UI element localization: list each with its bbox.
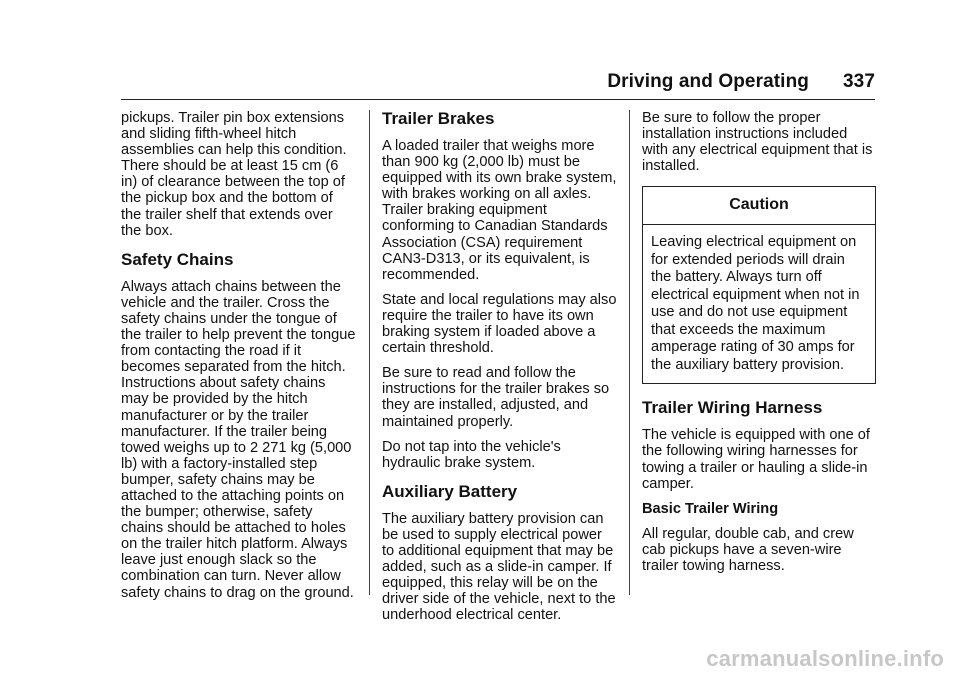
- page-header: [0, 71, 875, 93]
- section-heading: Auxiliary Battery: [382, 481, 518, 501]
- paragraph: pickups. Trailer pin box extensions and sliding fifth-wheel hitch assemblies can help this condition. There should be at least 15 cm (6 in) of clearance between the top of the pickup box and the bottom of the trailer shelf that extends over the box.: [121, 110, 347, 239]
- paragraph: Be sure to follow the proper installation instructions included with any electrical equipment that is installed.: [642, 110, 873, 175]
- paragraph: State and local regulations may also require the trailer to have its own braking system if loaded above a certain threshold.: [382, 291, 617, 357]
- caution-box: [642, 186, 876, 384]
- section-heading: Safety Chains: [121, 249, 234, 269]
- column-middle: [382, 110, 618, 632]
- section-heading: Trailer Brakes: [382, 109, 495, 128]
- subheading: Basic Trailer Wiring: [642, 500, 779, 517]
- paragraph: All regular, double cab, and crew cab pickups have a seven-wire trailer towing harness.: [642, 525, 854, 575]
- section-heading: Trailer Wiring Harness: [642, 398, 823, 418]
- paragraph: Do not tap into the vehicle's hydraulic brake system.: [382, 438, 561, 471]
- column-left: [121, 110, 357, 610]
- column-divider: [369, 110, 370, 595]
- paragraph: A loaded trailer that weighs more than 900 kg (2,000 lb) must be equipped with its own brake system, with brakes working on all axles. Trailer braking equipment conforming to Canadian Standards Association (CSA) requirement CAN3-D313, or its equivalent, is recommended.: [382, 138, 617, 283]
- caution-text: Leaving electrical equipment on for extended periods will drain the battery. Always turn off electrical equipment when not in use and do not use equipment that exceeds the maximum amperage rating of 30 amps for the auxiliary battery provision.: [651, 234, 860, 373]
- paragraph: Always attach chains between the vehicle and the trailer. Cross the safety chains under the tongue of the trailer to help prevent the tongue from contacting the road if it becomes separated from the hitch. Instructions about safety chains may be provided by the hitch manufacturer or by the trailer manufacturer. If the trailer being towed weighs up to 2 271 kg (5,000 lb) with a factory-installed step bumper, safety chains may be attached to the attaching points on the bumper; otherwise, safety chains should be attached to holes on the trailer hitch platform. Always leave just enough slack so the combination can turn. Never allow safety chains to drag on the ground.: [121, 278, 356, 601]
- header-rule: [121, 99, 875, 100]
- page-number: 337: [842, 71, 875, 92]
- paragraph: The auxiliary battery provision can be used to supply electrical power to additional equipment that may be added, such as a slide-in camper. If equipped, this relay will be on the driver side of the vehicle, next to the underhood electrical center.: [382, 510, 616, 624]
- paragraph: The vehicle is equipped with one of the following wiring harnesses for towing a trailer or hauling a slide-in camper.: [642, 427, 870, 492]
- column-right: [642, 110, 876, 583]
- watermark: carmanualsonline.info: [706, 646, 944, 671]
- paragraph: Be sure to read and follow the instructions for the trailer brakes so they are installed, adjusted, and maintained properly.: [382, 365, 610, 430]
- caution-title: Caution: [643, 187, 875, 225]
- column-divider: [629, 110, 630, 595]
- section-title: Driving and Operating: [607, 71, 809, 92]
